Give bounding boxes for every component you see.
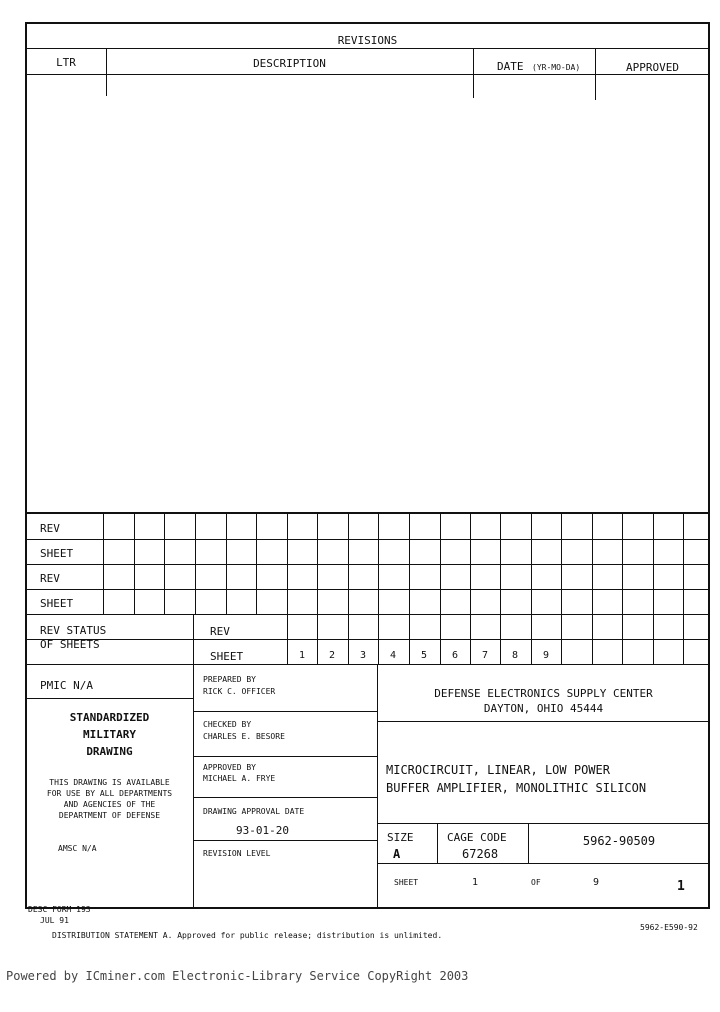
grid-col-line	[103, 513, 104, 614]
pmic-label: PMIC N/A	[40, 679, 93, 692]
agency-rule	[377, 721, 710, 722]
cage-code-label: CAGE CODE	[447, 831, 507, 844]
grid-col-line	[409, 513, 410, 614]
availability-line-4: DEPARTMENT OF DEFENSE	[58, 811, 161, 820]
grid-col-line	[470, 513, 471, 614]
rev-row-label: REV	[40, 522, 60, 535]
approved-by-label: APPROVED BY	[203, 763, 256, 772]
block-rule	[26, 664, 710, 665]
size-label: SIZE	[387, 831, 414, 844]
drawing-title-1: MICROCIRCUIT, LINEAR, LOW POWER	[386, 763, 610, 777]
grid-col-line	[378, 513, 379, 614]
form-code: 5962-E590-92	[640, 923, 698, 932]
grid-col-line	[531, 513, 532, 614]
prepared-by-label: PREPARED BY	[203, 675, 256, 684]
grid-col-line	[134, 513, 135, 614]
col-date-format: (YR-MO-DA)	[532, 63, 581, 72]
sheet-number: 8	[511, 650, 519, 661]
sheet-row-label: SHEET	[40, 547, 74, 560]
rev-status-label-2: OF SHEETS	[40, 638, 100, 651]
sheet-number: 3	[359, 650, 367, 661]
revisions-header-rule	[26, 74, 709, 75]
approval-date: 93-01-20	[236, 824, 289, 837]
size-value: A	[393, 847, 401, 861]
sheet-number: 7	[481, 650, 489, 661]
col-description-header: DESCRIPTION	[253, 57, 326, 70]
grid-row-line	[26, 539, 710, 540]
grid-col-line	[622, 614, 623, 664]
form-date: JUL 91	[40, 916, 69, 925]
availability-line-1: THIS DRAWING IS AVAILABLE	[49, 778, 170, 787]
grid-col-line	[256, 513, 257, 614]
grid-col-line	[653, 614, 654, 664]
form-number: DESC FORM 193	[28, 905, 91, 914]
rev-status-sheet-label: SHEET	[210, 650, 244, 663]
rev-row-label: REV	[40, 572, 60, 585]
cage-code-value: 67268	[462, 847, 499, 861]
smd-title-3: DRAWING	[86, 745, 133, 758]
signoff-rule	[193, 756, 377, 757]
availability-line-2: FOR USE BY ALL DEPARTMENTS	[46, 789, 173, 798]
prepared-by-name: RICK C. OFFICER	[203, 687, 276, 696]
sheet-number: 1	[298, 650, 306, 661]
grid-row-line	[26, 512, 710, 514]
revisions-title: REVISIONS	[337, 34, 398, 47]
grid-row-line	[26, 614, 710, 615]
grid-col-line	[592, 513, 593, 614]
col-date-header: DATE	[497, 60, 524, 73]
drawing-number: 5962-90509	[582, 834, 656, 848]
grid-col-line	[683, 614, 684, 664]
grid-row-line	[26, 564, 710, 565]
grid-col-line	[226, 513, 227, 614]
col-approved-header: APPROVED	[626, 61, 679, 74]
sheet-number: 2	[328, 650, 336, 661]
block-col-divider	[377, 664, 378, 908]
ident-col-divider	[437, 823, 438, 863]
grid-col-line	[561, 513, 562, 614]
sheet-number: 5	[420, 650, 428, 661]
checked-by-name: CHARLES E. BESORE	[203, 732, 285, 741]
grid-row-line	[26, 589, 710, 590]
drawing-title-2: BUFFER AMPLIFIER, MONOLITHIC SILICON	[386, 781, 647, 795]
sheet-number: 6	[451, 650, 459, 661]
grid-col-line	[653, 513, 654, 614]
grid-col-line	[440, 513, 441, 614]
sheet-number: 4	[389, 650, 397, 661]
signoff-rule	[193, 840, 377, 841]
handwritten-mark: 1	[677, 879, 685, 894]
smd-title-1: STANDARDIZED	[69, 711, 150, 724]
smd-title-2: MILITARY	[83, 728, 136, 741]
rev-status-rev-label: REV	[210, 625, 230, 638]
agency-name: DEFENSE ELECTRONICS SUPPLY CENTER	[434, 687, 653, 700]
checked-by-label: CHECKED BY	[203, 720, 252, 729]
block-col-divider	[193, 614, 194, 908]
signoff-rule	[193, 797, 377, 798]
ident-rule	[377, 863, 710, 864]
grid-col-line	[317, 513, 318, 614]
revision-level-label: REVISION LEVEL	[203, 849, 271, 858]
grid-col-line	[561, 614, 562, 664]
grid-col-line	[683, 513, 684, 614]
of-value: 9	[593, 877, 600, 888]
grid-col-line	[195, 513, 196, 614]
sheet-number: 9	[542, 650, 550, 661]
distribution-statement: DISTRIBUTION STATEMENT A. Approved for public release; distribution is unlimited.	[52, 931, 443, 940]
approval-date-label: DRAWING APPROVAL DATE	[203, 807, 305, 816]
pmic-rule	[26, 698, 193, 699]
grid-col-line	[500, 513, 501, 614]
grid-col-line	[287, 513, 288, 614]
sheet-label: SHEET	[394, 878, 419, 887]
revisions-col-divider	[595, 48, 596, 100]
copyright-credit: Powered by ICminer.com Electronic-Library Service CopyRight 2003	[6, 969, 469, 983]
amsc-label: AMSC N/A	[58, 844, 97, 853]
grid-col-line	[348, 513, 349, 614]
approved-by-name: MICHAEL A. FRYE	[203, 774, 276, 783]
agency-address: DAYTON, OHIO 45444	[483, 702, 604, 715]
grid-row-line	[26, 639, 710, 640]
grid-col-line	[164, 513, 165, 614]
rev-status-label: REV STATUS	[40, 624, 107, 637]
sheet-value: 1	[472, 877, 479, 888]
revisions-col-divider	[106, 48, 107, 96]
grid-col-line	[622, 513, 623, 614]
availability-line-3: AND AGENCIES OF THE	[63, 800, 156, 809]
sheet-row-label: SHEET	[40, 597, 74, 610]
revisions-col-divider	[473, 48, 474, 98]
grid-col-line	[592, 614, 593, 664]
signoff-rule	[193, 711, 377, 712]
of-label: OF	[531, 878, 541, 887]
title-rule	[377, 823, 710, 824]
revisions-title-rule	[26, 48, 709, 49]
col-ltr-header: LTR	[56, 56, 76, 69]
